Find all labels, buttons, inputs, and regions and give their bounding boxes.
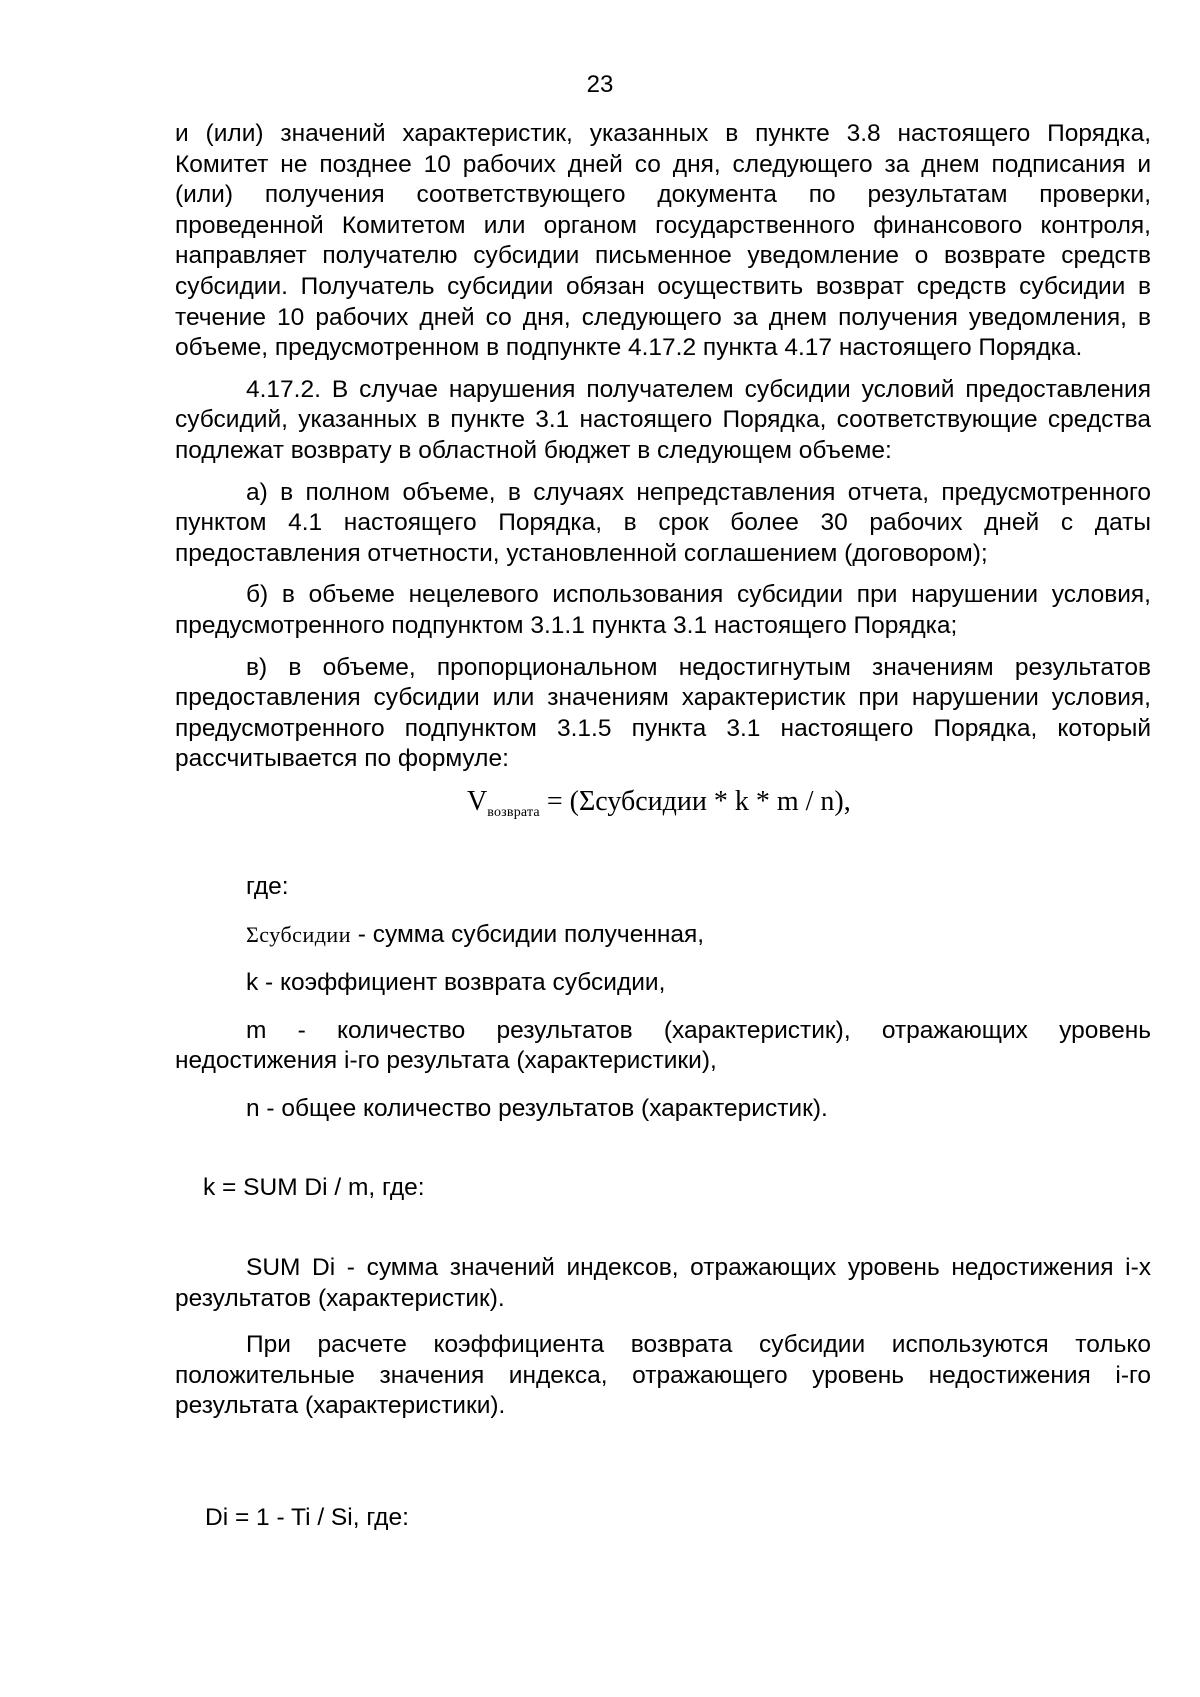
definition-n: n - общее количество результатов (характеристик). <box>246 1094 828 1122</box>
coefficient-formula: k = SUM Di / m, где: <box>203 1174 425 1202</box>
definition-sigma <box>175 920 1151 951</box>
paragraph-item-b: б) в объеме нецелевого использования субсидии при нарушении условия, предусмотренного подпунктом 3.1.1 пункта 3.1 настоящего Порядка; <box>175 581 1151 639</box>
paragraph-item-a: а) в полном объеме, в случаях непредставления отчета, предусмотренного пунктом 4.1 настоящего Порядка, в срок более 30 рабочих дней с даты предоставления отчетности, установленной соглашением (договором); <box>175 478 1151 567</box>
sum-di-definition: SUM Di - сумма значений индексов, отражающих уровень недостижения i-х результатов (характеристик). <box>175 1254 1151 1312</box>
paragraph-return-notice: и (или) значений характеристик, указанных в пункте 3.8 настоящего Порядка, Комитет не позднее 10 рабочих дней со дня, следующего за днем подписания и (или) получения соответствующего документа по результатам проверки, проведенной Комитетом или органом государственного финансового контроля, направляет получателю субсидии письменное уведомление о возврате средств субсидии. Получатель субсидии обязан осуществить возврат средств субсидии в течение 10 рабочих дней со дня, следующего за днем получения уведомления, в объеме, предусмотренном в подпункте 4.17.2 пункта 4.17 настоящего Порядка. <box>175 120 1151 362</box>
sigma-definition: - сумма субсидии полученная, <box>350 921 705 949</box>
paragraph-item-v: в) в объеме, пропорциональном недостигнутым значениям результатов предоставления субсидии или значениям характеристик при нарушении условия, предусмотренного подпунктом 3.1.5 пункта 3.1 настоящего Порядка, который рассчитывается по формуле: <box>175 653 1151 773</box>
definition-m: m - количество результатов (характеристик), отражающих уровень недостижения i-го результата (характеристики), <box>175 1016 1151 1075</box>
formula-variable: V <box>467 785 488 817</box>
formula-subscript: возврата <box>487 804 540 820</box>
formula-expression: = (Σсубсидии * k * m / n), <box>539 785 851 817</box>
page-number: 23 <box>586 71 614 98</box>
document-body <box>175 119 1151 1534</box>
definition-k: k - коэффициент возврата субсидии, <box>246 969 666 997</box>
where-label: где: <box>246 872 289 900</box>
index-formula: Di = 1 - Ti / Si, где: <box>205 1504 409 1531</box>
return-volume-formula <box>175 785 1151 830</box>
coefficient-note: При расчете коэффициента возврата субсидии используются только положительные значения индекса, отражающего уровень недостижения i-го результата (характеристики). <box>175 1331 1151 1420</box>
sigma-term: Σсубсидии <box>246 922 351 948</box>
paragraph-4-17-2: 4.17.2. В случае нарушения получателем субсидии условий предоставления субсидий, указанных в пункте 3.1 настоящего Порядка, соответствующие средства подлежат возврату в областной бюджет в следующем объеме: <box>175 375 1151 464</box>
